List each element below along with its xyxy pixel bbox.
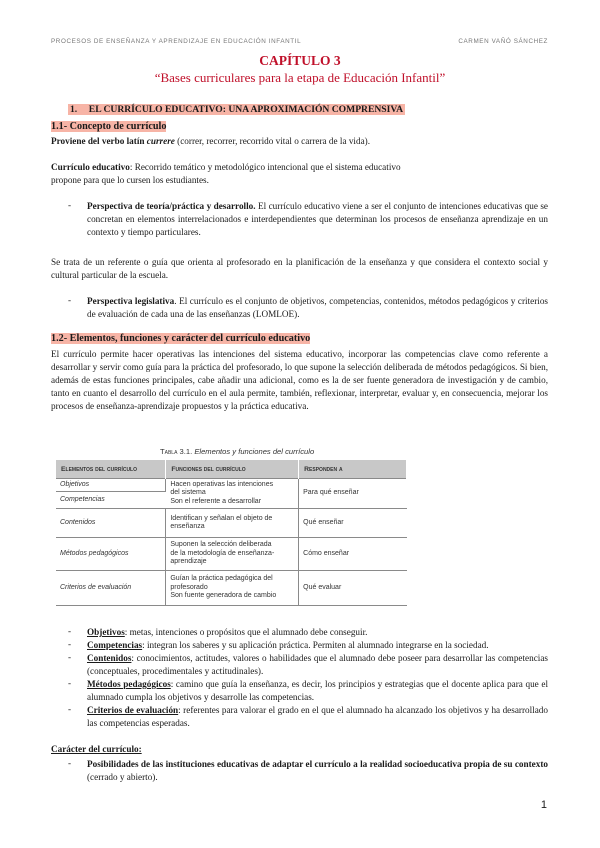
table-cell: Cómo enseñar <box>299 538 407 571</box>
running-header-right: CARMEN VAÑÓ SÁNCHEZ <box>458 38 548 45</box>
table-row <box>56 479 407 492</box>
bullet-perspectiva-legislativa: Perspectiva legislativa. El currículo es el conjunto de objetivos, competencias, contenidos, métodos pedagógicos y criterios de evaluación de cada una de las enseñanzas (LOMLOE). <box>87 296 548 319</box>
table-cell: Criterios de evaluación <box>56 571 166 606</box>
table-header: Funciones del currículo <box>166 460 299 479</box>
table-cell: Competencias <box>60 495 105 503</box>
table-cell: Qué evaluar <box>299 571 407 606</box>
subsection-1-1-title: 1.1- Concepto de currículo <box>51 121 167 132</box>
bullet-dash: - <box>68 626 72 636</box>
paragraph-etymology: Proviene del verbo latín currere (correr, recorrer, recorrido vital o carrera de la vida). <box>51 136 370 146</box>
bullet-dash: - <box>68 704 72 714</box>
table-cell: Contenidos <box>56 509 166 538</box>
definition-contenidos: Contenidos: conocimientos, actitudes, valores o habilidades que el alumnado debe poseer para desarrollar las competencias (conceptuales, procedimentales y actitudinales). <box>87 653 548 676</box>
section-1-title: EL CURRÍCULO EDUCATIVO: UNA APROXIMACIÓN COMPRENSIVA <box>88 104 403 115</box>
definition-objetivos: Objetivos: metas, intenciones o propósitos que el alumnado debe conseguir. <box>87 627 368 637</box>
chapter-title: “Bases curriculares para la etapa de Educación Infantil” <box>154 70 446 85</box>
table-row <box>56 509 407 538</box>
table-cell: Identifican y señalan el objeto de enseñanza <box>166 509 299 538</box>
paragraph-funciones: El currículo permite hacer operativas las intenciones del sistema educativo, incorporar las competencias clave como referente a desarrollar y servir como guía para la práctica del profesorado, lo que supone la selección deliberada de métodos pedagógicos. Si bien, además de estas funciones principales, cabe añadir una adicional, como es la de ser fuente generadora de investigación y de cambio, tanto en cuanto el desarrollo del currículo en el aula permite, también, reflexionar, interpretar, evaluar y, en consecuencia, mejorar los procesos de enseñanza-aprendizaje propuestos y la práctica educativa. <box>51 349 548 411</box>
table-header: Responden a <box>299 460 407 479</box>
table-row <box>56 571 407 606</box>
bullet-caracter: Posibilidades de las instituciones educativas de adaptar el currículo a la realidad socioeducativa propia de su contexto (cerrado y abierto). <box>87 759 548 782</box>
chapter-number: CAPÍTULO 3 <box>259 53 341 68</box>
paragraph-curriculo-educativo: Currículo educativo: Recorrido temático y metodológico intencional que el sistema educativo propone para que lo cursen los estudiantes. <box>51 162 401 185</box>
section-1-heading <box>68 104 405 115</box>
bullet-perspectiva-teoria: Perspectiva de teoría/práctica y desarrollo. El currículo educativo viene a ser el conjunto de intenciones educativas que se concretan en elementos interrelacionados e interdependientes que determinan los procesos de enseñanza aprendizaje en un contexto y tiempo particulares. <box>87 201 548 237</box>
running-header-left: PROCESOS DE ENSEÑANZA Y APRENDIZAJE EN EDUCACIÓN INFANTIL <box>51 38 302 45</box>
table-cell: Hacen operativas las intenciones del sistema Son el referente a desarrollar <box>166 479 299 509</box>
elements-table <box>56 460 407 606</box>
bullet-dash: - <box>68 200 72 210</box>
definition-competencias: Competencias: integran los saberes y su aplicación práctica. Permiten al alumnado integrarse en la sociedad. <box>87 640 489 650</box>
table-cell: Objetivos <box>56 479 166 492</box>
bullet-dash: - <box>68 652 72 662</box>
definition-metodos: Métodos pedagógicos: camino que guía la enseñanza, es decir, los principios y estrategias que el docente aplica para que el alumnado cumpla los objetivos y desarrolle las competencias. <box>87 679 548 702</box>
subsection-1-2-title: 1.2- Elementos, funciones y carácter del currículo educativo <box>51 333 311 344</box>
table-row <box>56 538 407 571</box>
table-cell: Suponen la selección deliberada de la metodología de enseñanza- aprendizaje <box>166 538 299 571</box>
table-cell: Métodos pedagógicos <box>56 538 166 571</box>
table-cell: Para qué enseñar <box>299 479 407 509</box>
section-1-number: 1. <box>70 104 78 115</box>
table-header-row <box>56 460 407 479</box>
caracter-title: Carácter del currículo: <box>51 744 142 754</box>
bullet-dash: - <box>68 758 72 768</box>
definition-criterios: Criterios de evaluación: referentes para valorar el grado en el que el alumnado ha alcanzado los objetivos y ha desarrollado las competencias esperadas. <box>87 705 548 728</box>
table-header: Elementos del currículo <box>56 460 166 479</box>
table-cell: Guían la práctica pedagógica del profesorado Son fuente generadora de cambio <box>166 571 299 606</box>
page-number: 1 <box>540 799 547 811</box>
bullet-dash: - <box>68 295 72 305</box>
paragraph-referente: Se trata de un referente o guía que orienta al profesorado en la planificación de la enseñanza y que considera el contexto social y cultural particular de la escuela. <box>51 257 548 280</box>
table-cell: Qué enseñar <box>299 509 407 538</box>
bullet-dash: - <box>68 639 72 649</box>
bullet-dash: - <box>68 678 72 688</box>
table-caption: Tabla 3.1. Elementos y funciones del currículo <box>160 447 315 456</box>
